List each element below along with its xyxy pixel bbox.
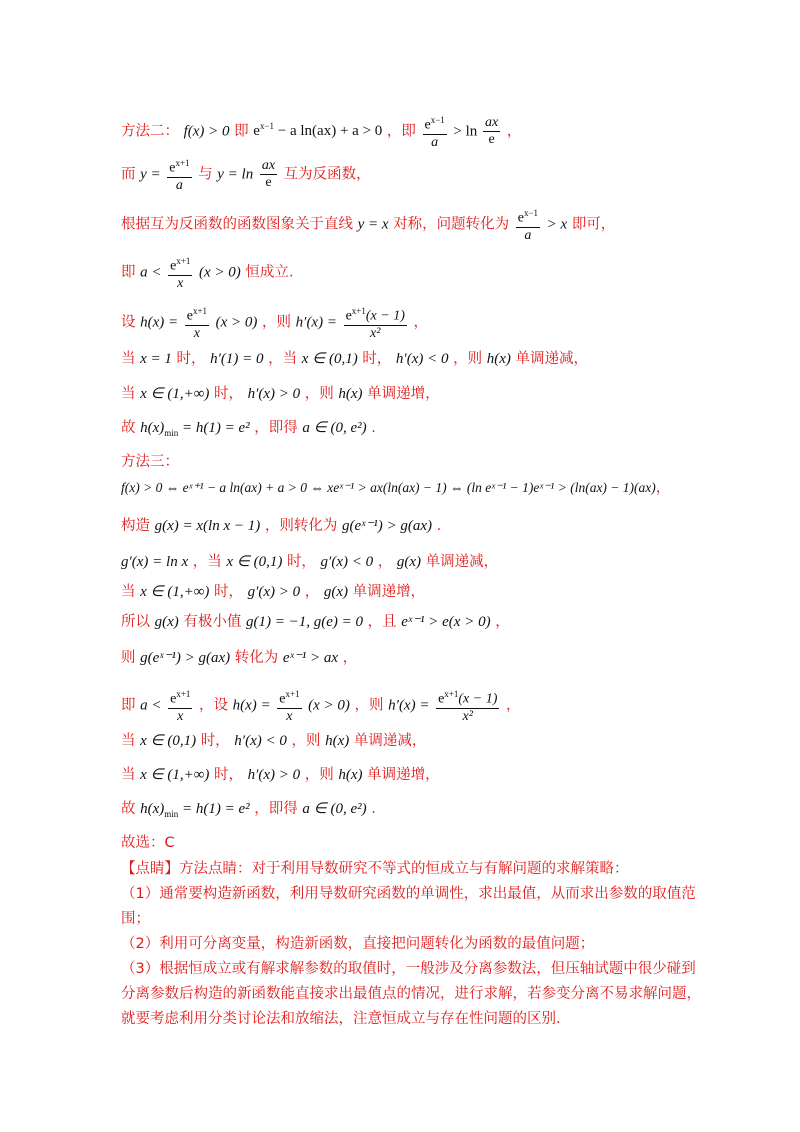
text: 设 [121,314,136,331]
math: g(eˣ⁻¹) > g(ax) [140,650,231,666]
text: 故 [121,801,136,817]
text: 单调递减， [515,351,588,367]
fraction: $\frac{e^{x+1}}{x}$ [186,306,208,341]
math: g(eˣ⁻¹) > g(ax) [341,518,433,534]
text: 时， [214,584,243,600]
notes-item-1: （1）通常要构造新函数，利用导数研究函数的单调性，求出最值，从而求出参数的取值范围； [121,886,696,927]
text: ， [342,650,358,666]
math: eˣ⁻¹ > ax [282,650,338,666]
text: 当 [121,767,136,783]
math: > ln [453,123,482,140]
text: 当 [121,733,136,749]
method3-line1 [121,478,670,498]
method2-line6 [121,349,588,369]
math: y = [140,166,161,183]
text: 故 [121,420,136,436]
method3-line8 [121,731,426,751]
text: 而 [121,166,136,183]
text: ，则转化为 [264,518,338,534]
text: 即 [234,123,249,140]
answer-line: 故选：C [121,835,175,851]
notes-item-2: （2）利用可分离变量，构造新函数，直接把问题转化为函数的最值问题； [121,936,595,952]
text: 时， [286,554,316,570]
text: 即 [121,264,136,281]
text: 单调递增， [367,767,440,783]
math: h(x) [338,767,363,783]
text: 时， [176,351,206,367]
text: 单调递增， [352,584,426,600]
math: a ∈ (0, e²) [302,420,367,436]
text: ， [655,480,671,496]
math: h′(x) > 0 [247,386,301,402]
method3-line5 [121,612,510,632]
math: (x > 0) [199,264,241,281]
math: h′(x) < 0 [234,733,287,749]
text: ， [304,584,320,600]
text: 恒成立. [245,264,294,281]
method3-title-line [121,452,179,472]
math: x ∈ (0,1) [140,733,197,749]
math: h′(x) = [295,314,337,331]
math: g′(x) > 0 [247,584,301,600]
notes-item-3: （3）根据恒成立或有解求解参数的取值时，一般涉及分离参数法，但压轴试题中很少碰到分离参数后构造的新函数能直接求出最值点的情况，进行求解，若参变分离不易求解问题，就要考虑利用分类讨论法和放缩法，注意恒成立与存在性问题的区别. [121,961,701,1027]
text: 根据互为反函数的函数图象关于直线 [121,216,353,233]
math: h(x) = [232,697,271,714]
method2-line4 [121,253,294,292]
method2-line7 [121,384,440,404]
fraction: $\frac{ax}{e}$ [261,157,276,190]
text: . [371,801,376,817]
text: ， [495,614,510,630]
text: 则 [121,650,136,666]
fraction: $\frac{e^{x+1}}{a}$ [169,158,190,193]
math: y = ln [217,166,254,183]
fraction: $\frac{e^{x-1}}{a}$ [424,115,445,150]
text: 时， [214,767,243,783]
text: . [371,420,376,436]
method3-line10 [121,799,376,824]
text: ， [377,554,393,570]
fraction: $\frac{e^{x+1}(x - 1)}{\text{x²}}$ [345,306,405,341]
math: x ∈ (0,1) [301,351,358,367]
text: 所以 [121,614,150,630]
text: ，则 [304,767,334,783]
text: 时， [200,733,230,749]
math: x ∈ (1,+∞) [140,767,210,783]
method2-title: 方法二： [121,123,179,140]
math: h′(1) = 0 [210,351,264,367]
text: 互为反函数， [283,166,371,183]
text: ，当 [268,351,298,367]
text: ，即得 [254,801,298,817]
method3-line4 [121,582,425,602]
math: f(x) > 0 ⇔ eˣ⁺¹ − a ln(ax) + a > 0 ⇔ xeˣ⁻¹ > ax(ln(ax) − 1) ⇔ (ln eˣ⁻¹ − 1)eˣ⁻¹ > (ln(ax) − 1)(ax) [121,480,656,495]
text: 时， [362,351,392,367]
text: ，当 [192,554,222,570]
text: 单调递减， [353,733,427,749]
fraction: $\frac{e^{x+1}(x - 1)}{\text{x²}}$ [438,689,498,724]
text: ， [505,697,521,714]
math: x ∈ (1,+∞) [140,584,210,600]
text: 即 [121,697,136,714]
text: . [436,518,442,534]
method3-line2 [121,516,441,536]
math: > x [546,216,568,233]
text: 当 [121,584,136,600]
math: a ∈ (0, e²) [302,801,367,817]
math: x = 1 [140,351,172,367]
math: x ∈ (1,+∞) [140,386,210,402]
fraction: $\frac{e^{x+1}}{x}$ [279,689,300,724]
fraction: $\frac{ax}{e}$ [485,114,499,147]
math: (x > 0) [215,314,258,331]
text: 当 [121,351,136,367]
math: g(1) = −1, g(e) = 0 [245,614,363,630]
fraction: $\frac{e^{x+1}}{x}$ [170,256,191,291]
math: h(x) [486,351,511,367]
method3-line7 [121,686,520,725]
math: h(x) [338,386,363,402]
math: a < [140,264,162,281]
method3-line3 [121,552,498,572]
math: g(x) [396,554,421,570]
method2-line5 [121,303,428,342]
text: ，则 [262,314,292,331]
math: h(x) [325,733,350,749]
text: 与 [198,166,213,183]
text: ，则 [304,386,334,402]
text: ，则 [354,697,384,714]
math: g(x) [323,584,349,600]
math: g(x) = x(ln x − 1) [154,518,261,534]
text: 单调递增， [367,386,440,402]
method2-line1 [121,112,521,151]
fraction: $\frac{e^{x-1}}{a}$ [517,208,539,243]
text: 时， [214,386,243,402]
math: f(x) > 0 [183,123,230,140]
math: $h(x)_{min} = h(1) = e^2$ [140,801,250,819]
math: (x > 0) [308,697,350,714]
math: h′(x) > 0 [247,767,301,783]
text: ，且 [367,614,397,630]
text: ， [413,314,428,331]
math: $h(x)_{min} = h(1) = e^2$ [140,420,250,438]
math: g′(x) = ln x [121,554,189,570]
text: 即可， [571,216,616,233]
text: 有极小值 [183,614,242,630]
text: ，即得 [254,420,298,436]
text: ，则 [291,733,321,749]
math: $e^{x-1} - a$ ln(ax) + a > 0 [253,121,383,140]
math: a < [140,697,162,714]
text: ，设 [199,697,228,714]
math: y = x [357,216,389,233]
text: 构造 [121,518,150,534]
method2-line3 [121,205,615,244]
math: g(x) [154,614,179,630]
math: h′(x) = [388,697,430,714]
text: 对称，问题转化为 [393,216,510,233]
method2-line8 [121,418,376,443]
method3-line9 [121,765,440,785]
math: h′(x) < 0 [395,351,449,367]
method2-line2 [121,155,371,194]
text: ， [506,123,522,140]
math: g′(x) < 0 [320,554,374,570]
math: eˣ⁻¹ > e(x > 0) [401,614,491,630]
method3-title: 方法三： [121,454,179,470]
text: 转化为 [234,650,279,666]
math: x ∈ (0,1) [226,554,283,570]
text: 单调递减， [425,554,499,570]
text: ，即 [386,123,416,140]
text: ，则 [453,351,483,367]
text: 当 [121,386,136,402]
fraction: $\frac{e^{x+1}}{x}$ [170,689,191,724]
math: h(x) = [140,314,179,331]
method3-line6 [121,648,357,668]
notes-head: 【点睛】方法点睛：对于利用导数研究不等式的恒成立与有解问题的求解策略： [121,861,629,877]
